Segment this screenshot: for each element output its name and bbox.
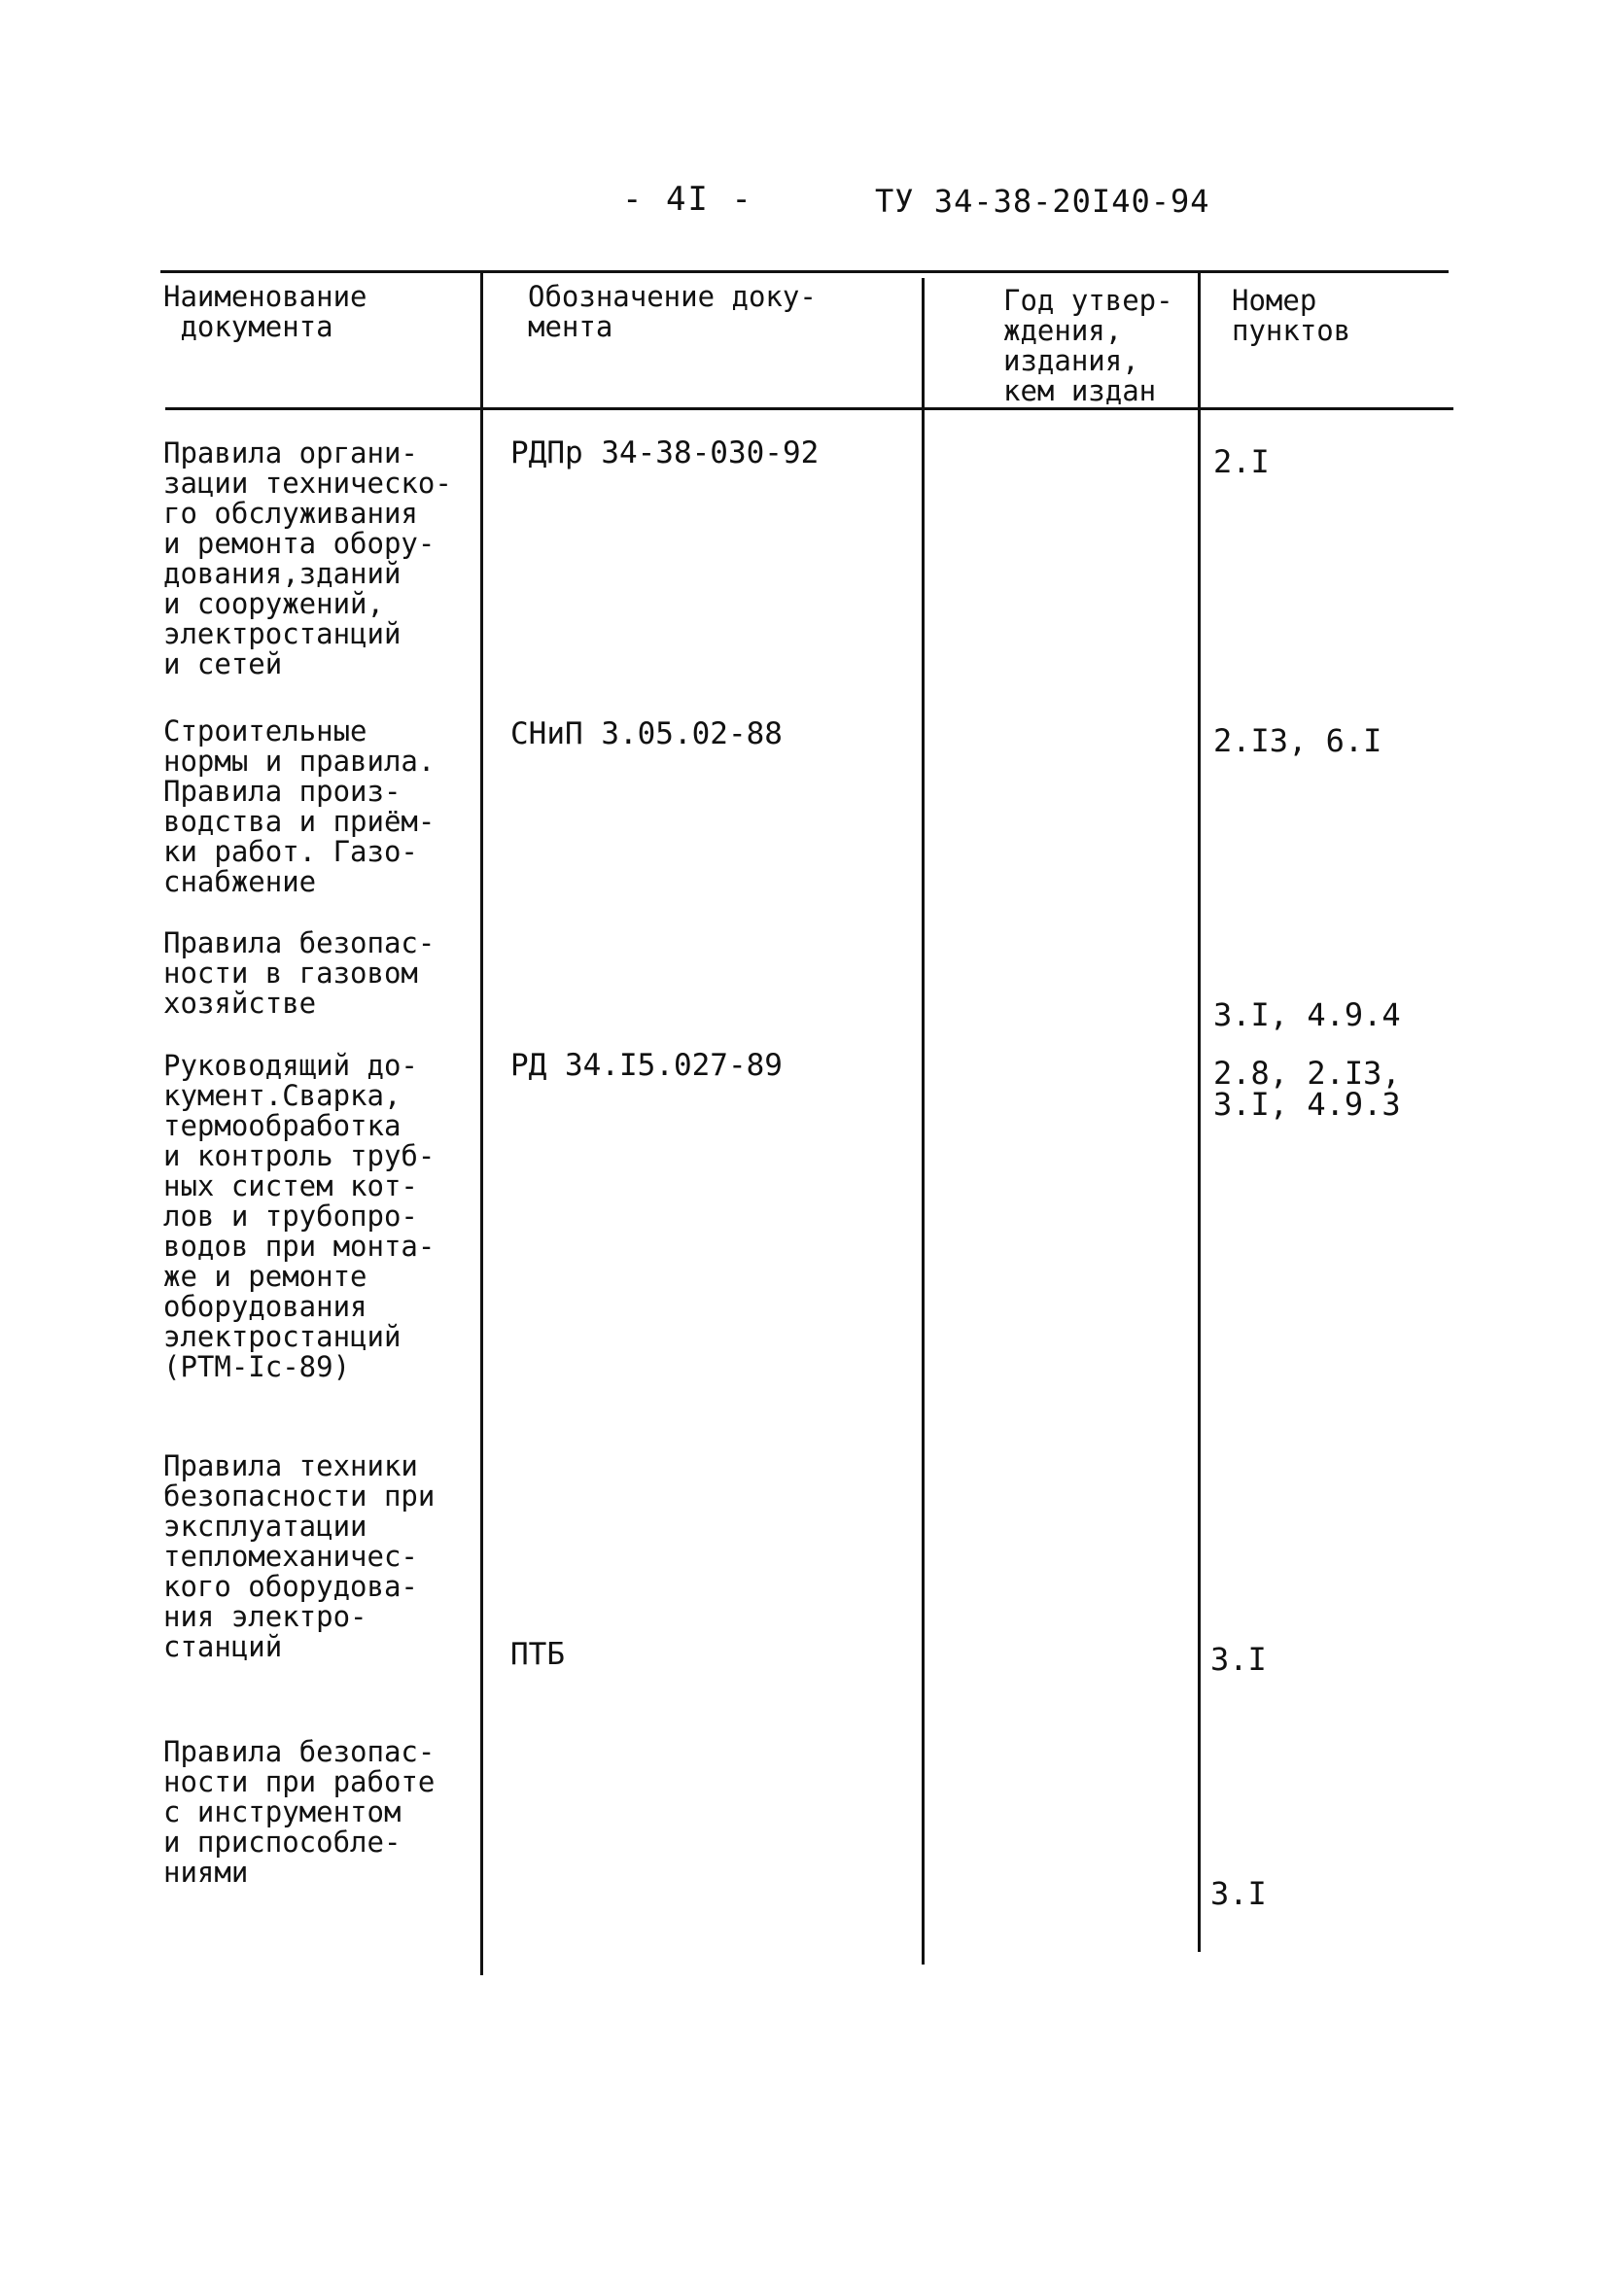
row-document-designation: ПТБ <box>510 1637 565 1672</box>
row-document-name: Правила органи- зации техническо- го обслуживания и ремонта обору- дования,зданий и сооружений, электростанций и сетей <box>163 436 452 680</box>
row-document-designation: СНиП 3.05.02-88 <box>510 716 783 751</box>
row-points: 2.I <box>1213 443 1270 480</box>
column-divider-2 <box>922 278 925 1965</box>
document-code: ТУ 34-38-20I40-94 <box>875 183 1210 220</box>
column-divider-1 <box>480 272 483 1975</box>
row-points: 2.8, 2.I3, 3.I, 4.9.3 <box>1213 1055 1401 1123</box>
column-header-points: Номер пунктов <box>1232 284 1351 347</box>
row-document-designation: РДПр 34-38-030-92 <box>510 435 820 470</box>
row-points: 3.I <box>1210 1875 1267 1912</box>
row-points: 3.I <box>1210 1641 1267 1678</box>
row-points: 2.I3, 6.I <box>1213 722 1382 759</box>
row-document-name: Руководящий до- кумент.Сварка, термообработка и контроль труб- ных систем кот- лов и трубопро- водов при монта- же и ремонте оборудования электростанций (РТМ-Iс-89) <box>163 1049 436 1383</box>
page-number: - 4I - <box>622 180 753 219</box>
row-document-name: Правила безопас- ности в газовом хозяйстве <box>163 926 436 1020</box>
table-top-rule <box>160 270 1449 273</box>
column-divider-3 <box>1198 272 1201 1952</box>
column-header-designation: Обозначение доку- мента <box>528 280 817 343</box>
row-document-name: Строительные нормы и правила. Правила произ- водства и приём- ки работ. Газо- снабжение <box>163 714 436 898</box>
row-document-designation: РД 34.I5.027-89 <box>510 1048 783 1083</box>
row-points: 3.I, 4.9.4 <box>1213 996 1401 1033</box>
column-header-year: Год утвер- ждения, издания, кем издан <box>1003 284 1173 407</box>
row-document-name: Правила безопас- ности при работе с инструментом и приспособле- ниями <box>163 1735 436 1889</box>
column-header-name: Наименование документа <box>163 280 367 343</box>
row-document-name: Правила техники безопасности при эксплуатации тепломеханичес- кого оборудова- ния электро- станций <box>163 1449 436 1663</box>
table-header-rule <box>165 407 1453 410</box>
